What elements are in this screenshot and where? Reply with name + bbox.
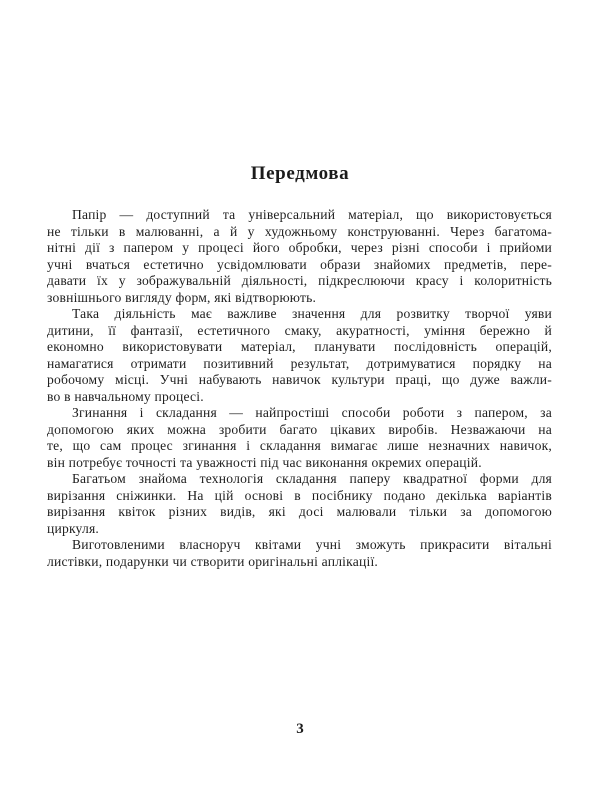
text-line: дитини, її фантазії, естетичного смаку, акуратності, уміння бережно й (47, 322, 552, 338)
text-line: зовнішнього вигляду форм, які відтворюють. (47, 289, 317, 305)
text-line: нітні дії з папером у процесі його обробки, через різні способи і прийоми (47, 240, 552, 255)
text-line: вирізання квіток різних видів, які досі малювали тільки за допомогою (47, 504, 552, 519)
body-text (47, 207, 552, 570)
paragraph (47, 405, 552, 471)
text-line: намагатися отримати позитивний результат, дотримуватися порядку на (47, 355, 552, 371)
paragraph (47, 207, 552, 306)
text-line: циркуля. (47, 520, 99, 536)
text-line: не тільки в малюванні, а й у художньому конструюванні. Через багатома- (47, 223, 552, 239)
page-title: Передмова (250, 163, 350, 184)
text-line: Така діяльність має важливе значення для розвитку творчої уяви (72, 306, 552, 321)
paragraph (47, 537, 552, 570)
text-line: вирізання сніжинки. На цій основі в посібнику подано декілька варіантів (47, 487, 552, 503)
text-line: учні вчаться естетично усвідомлювати образи знайомих предметів, пере- (47, 256, 552, 272)
text-line: допомогою яких можна зробити багато цікавих виробів. Незважаючи на (47, 421, 552, 437)
text-line: робочому місці. Учні набувають навичок культури праці, що дуже важли- (47, 372, 552, 387)
text-line: економно використовувати матеріал, планувати послідовність операцій, (47, 339, 552, 354)
text-line: во в навчальному процесі. (47, 388, 204, 404)
paragraph (47, 306, 552, 405)
paragraph (47, 471, 552, 537)
text-line: Згинання і складання — найпростіші способи роботи з папером, за (72, 405, 552, 420)
text-line: він потребує точності та уважності під час виконання окремих операцій. (47, 454, 482, 470)
page-number: 3 (296, 721, 304, 737)
text-line: те, що сам процес згинання і складання вимагає лише незначних навичок, (47, 438, 552, 453)
text-line: Виготовленими власноруч квітами учні зможуть прикрасити вітальні (72, 537, 552, 552)
text-line: Папір — доступний та універсальний матеріал, що використовується (72, 207, 552, 222)
text-line: давати їх у зображувальній діяльності, підкреслюючи красу і колоритність (47, 273, 552, 288)
text-line: Багатьом знайома технологія складання паперу квадратної форми для (72, 471, 552, 486)
text-line: листівки, подарунки чи створити оригінальні аплікації. (47, 553, 379, 569)
